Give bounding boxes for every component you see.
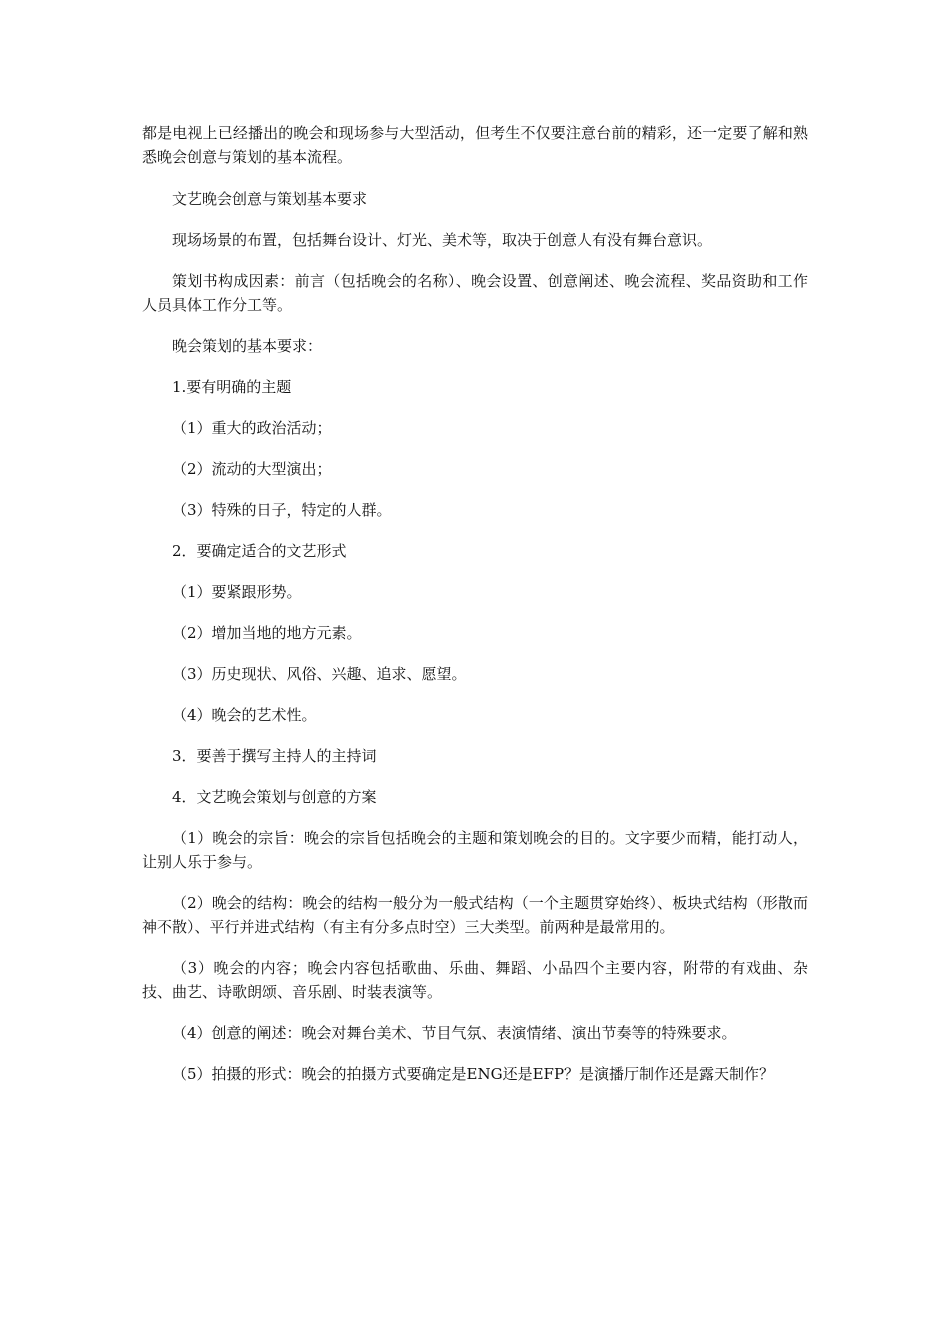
list-heading-4: 4．文艺晚会策划与创意的方案 bbox=[172, 788, 377, 806]
list-item-4-4: （4）创意的阐述：晚会对舞台美术、节目气氛、表演情绪、演出节奏等的特殊要求。 bbox=[172, 1024, 737, 1042]
list-item-4-1: （1）晚会的宗旨：晚会的宗旨包括晚会的主题和策划晚会的目的。文字要少而精，能打动人，让别人乐于参与。 bbox=[142, 829, 808, 871]
list-heading-3: 3．要善于撰写主持人的主持词 bbox=[172, 747, 377, 765]
list-item-2-3: （3）历史现状、风俗、兴趣、追求、愿望。 bbox=[172, 665, 467, 683]
list-item-2-4: （4）晚会的艺术性。 bbox=[172, 706, 317, 724]
list-item-1-1: （1）重大的政治活动； bbox=[172, 419, 332, 437]
list-item-1-3: （3）特殊的日子，特定的人群。 bbox=[172, 501, 392, 519]
paragraph-stage-layout: 现场场景的布置，包括舞台设计、灯光、美术等，取决于创意人有没有舞台意识。 bbox=[172, 231, 713, 249]
list-item-4-5: （5）拍摄的形式：晚会的拍摄方式要确定是ENG还是EFP？是演播厅制作还是露天制作？ bbox=[172, 1065, 775, 1083]
list-item-2-1: （1）要紧跟形势。 bbox=[172, 583, 302, 601]
list-item-4-2: （2）晚会的结构：晚会的结构一般分为一般式结构（一个主题贯穿始终）、板块式结构（形散而神不散）、平行并进式结构（有主有分多点时空）三大类型。前两种是最常用的。 bbox=[142, 894, 808, 936]
list-item-2-2: （2）增加当地的地方元素。 bbox=[172, 624, 362, 642]
section-heading: 文艺晚会创意与策划基本要求 bbox=[172, 190, 368, 208]
paragraph-intro-continuation: 都是电视上已经播出的晚会和现场参与大型活动，但考生不仅要注意台前的精彩，还一定要了解和熟悉晚会创意与策划的基本流程。 bbox=[142, 124, 808, 166]
list-heading-2: 2．要确定适合的文艺形式 bbox=[172, 542, 347, 560]
paragraph-plan-elements: 策划书构成因素：前言（包括晚会的名称）、晚会设置、创意阐述、晚会流程、奖品资助和工作人员具体工作分工等。 bbox=[142, 272, 808, 314]
paragraph-basic-requirements: 晚会策划的基本要求： bbox=[172, 337, 323, 355]
list-item-4-3: （3）晚会的内容；晚会内容包括歌曲、乐曲、舞蹈、小品四个主要内容，附带的有戏曲、杂技、曲艺、诗歌朗颂、音乐剧、时装表演等。 bbox=[142, 959, 808, 1001]
list-item-1-2: （2）流动的大型演出； bbox=[172, 460, 332, 478]
list-heading-1: 1.要有明确的主题 bbox=[172, 378, 292, 396]
